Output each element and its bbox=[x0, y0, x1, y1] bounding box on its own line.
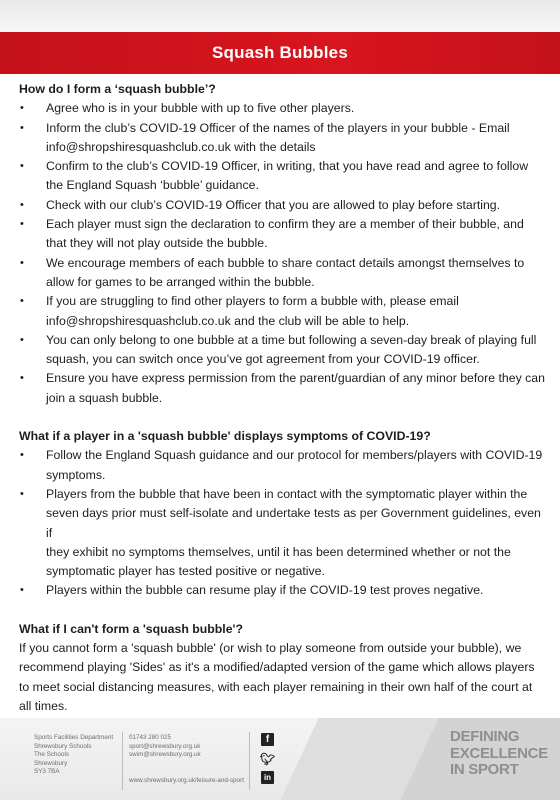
address-line: Sports Facilities Department bbox=[34, 734, 114, 741]
footer bbox=[0, 718, 560, 800]
page-top-band bbox=[0, 0, 560, 32]
section-spacer bbox=[19, 408, 547, 427]
list-item-text: Confirm to the club’s COVID-19 Officer, in writing, that you have read and agree to follow bbox=[46, 159, 529, 174]
list-item bbox=[19, 99, 547, 118]
footer-divider bbox=[249, 732, 250, 790]
page-title: Squash Bubbles bbox=[212, 43, 348, 62]
address-line: Shrewsbury bbox=[34, 759, 68, 767]
bullet-icon: • bbox=[20, 198, 24, 211]
phone-number: 01743 280 025 bbox=[129, 734, 172, 741]
tagline-logo bbox=[450, 729, 548, 779]
list-item bbox=[19, 581, 547, 600]
address-line: The Schools bbox=[34, 751, 70, 759]
bullet-icon: • bbox=[20, 487, 24, 500]
email-link[interactable]: sport@shrewsbury.org.uk bbox=[129, 742, 201, 750]
footer-contact bbox=[129, 734, 201, 760]
paragraph bbox=[19, 639, 547, 716]
bullet-icon: • bbox=[20, 333, 24, 346]
bullet-icon: • bbox=[20, 218, 24, 231]
list-item-text: If you are struggling to find other players to form a bubble with, please email bbox=[46, 294, 459, 309]
tagline-line: IN SPORT bbox=[450, 761, 519, 778]
list-item-text: info@shropshiresquashclub.co.uk and the club will be able to help. bbox=[46, 313, 410, 328]
list-item-text: Inform the club’s COVID-19 Officer of the names of the players in your bubble - Email bbox=[46, 120, 510, 135]
list-item bbox=[19, 485, 547, 581]
section-heading: How do I form a ‘squash bubble’? bbox=[19, 82, 216, 96]
bullet-list bbox=[19, 99, 547, 408]
list-item bbox=[19, 157, 547, 196]
list-item bbox=[19, 369, 547, 408]
bullet-icon: • bbox=[20, 295, 24, 308]
footer-divider bbox=[122, 732, 123, 790]
list-item-text: Ensure you have express permission from the parent/guardian of any minor before they can bbox=[46, 371, 545, 386]
list-item-text: Players from the bubble that have been in contact with the symptomatic player within the bbox=[46, 486, 528, 501]
section-heading: What if I can't form a 'squash bubble'? bbox=[19, 621, 243, 636]
tagline-line: DEFINING bbox=[450, 728, 520, 745]
bullet-icon: • bbox=[20, 449, 24, 462]
list-item bbox=[19, 254, 547, 293]
list-item-text: seven days prior must self-isolate and undertake tests as per Government guidelines, even if bbox=[46, 506, 541, 540]
bullet-icon: • bbox=[20, 160, 24, 173]
address-line: SY3 7BA bbox=[34, 768, 60, 776]
list-item bbox=[19, 119, 547, 158]
list-item bbox=[19, 331, 547, 370]
list-item bbox=[19, 446, 547, 485]
list-item-text: We encourage members of each bubble to share contact details amongst themselves to bbox=[46, 255, 525, 270]
section-spacer bbox=[19, 601, 547, 620]
list-item-text: allow for games to be arranged within the bubble. bbox=[46, 274, 315, 289]
facebook-icon[interactable]: f bbox=[261, 733, 274, 746]
list-item-text: Check with our club’s COVID-19 Officer that you are allowed to play before starting. bbox=[46, 197, 501, 212]
bullet-icon: • bbox=[20, 256, 24, 269]
list-item-text: they exhibit no symptoms themselves, until it has been determined whether or not the bbox=[46, 544, 511, 559]
list-item-text: Follow the England Squash guidance and our protocol for members/players with COVID-19 bbox=[46, 448, 543, 463]
list-item bbox=[19, 196, 547, 215]
bullet-icon: • bbox=[20, 584, 24, 597]
section-heading: What if a player in a 'squash bubble' displays symptoms of COVID-19? bbox=[19, 429, 431, 444]
paragraph-line: to meet social distancing measures, with each player remaining in their own half of the court at bbox=[19, 679, 533, 694]
list-item-text: join a squash bubble. bbox=[46, 390, 163, 405]
paragraph-line: recommend playing 'Sides' as it's a modified/adapted version of the game which allows players bbox=[19, 660, 535, 675]
paragraph-line: If you cannot form a 'squash bubble' (or wish to play someone from outside your bubble), we bbox=[19, 641, 522, 656]
linkedin-icon[interactable]: in bbox=[261, 771, 274, 784]
list-item-text: Each player must sign the declaration to confirm they are a member of their bubble, and bbox=[46, 217, 524, 232]
paragraph-line: all times. bbox=[19, 698, 68, 713]
website-link[interactable]: www.shrewsbury.org.uk/leisure-and-sport bbox=[129, 777, 245, 784]
list-item-text: that they will not play outside the bubble. bbox=[46, 236, 268, 251]
list-item-text: Players within the bubble can resume play if the COVID-19 test proves negative. bbox=[46, 583, 484, 598]
list-item-text: symptoms. bbox=[46, 467, 106, 482]
list-item bbox=[19, 292, 547, 331]
bullet-list bbox=[19, 446, 547, 600]
list-item-text: squash, you can switch once you’ve got agreement from your COVID-19 officer. bbox=[46, 352, 480, 367]
tagline-line: EXCELLENCE bbox=[450, 744, 548, 762]
bullet-icon: • bbox=[20, 102, 24, 115]
email-link[interactable]: swim@shrewsbury.org.uk bbox=[129, 751, 201, 759]
title-banner bbox=[0, 32, 560, 74]
social-links bbox=[261, 733, 274, 790]
bullet-icon: • bbox=[20, 121, 24, 134]
list-item-text: info@shropshiresquashclub.co.uk with the details bbox=[46, 139, 316, 154]
list-item-text: Agree who is in your bubble with up to five other players. bbox=[46, 101, 355, 116]
list-item-text: You can only belong to one bubble at a time but following a seven-day break of playing full bbox=[46, 332, 537, 347]
twitter-icon[interactable]: 🐦︎ bbox=[259, 751, 276, 766]
footer-address bbox=[34, 734, 113, 777]
list-item bbox=[19, 215, 547, 254]
document-body bbox=[19, 80, 547, 716]
bullet-icon: • bbox=[20, 372, 24, 385]
address-line: Shrewsbury Schools bbox=[34, 742, 92, 750]
list-item-text: symptomatic player has tested positive or negative. bbox=[46, 564, 325, 579]
list-item-text: the England Squash ‘bubble’ guidance. bbox=[46, 178, 259, 193]
